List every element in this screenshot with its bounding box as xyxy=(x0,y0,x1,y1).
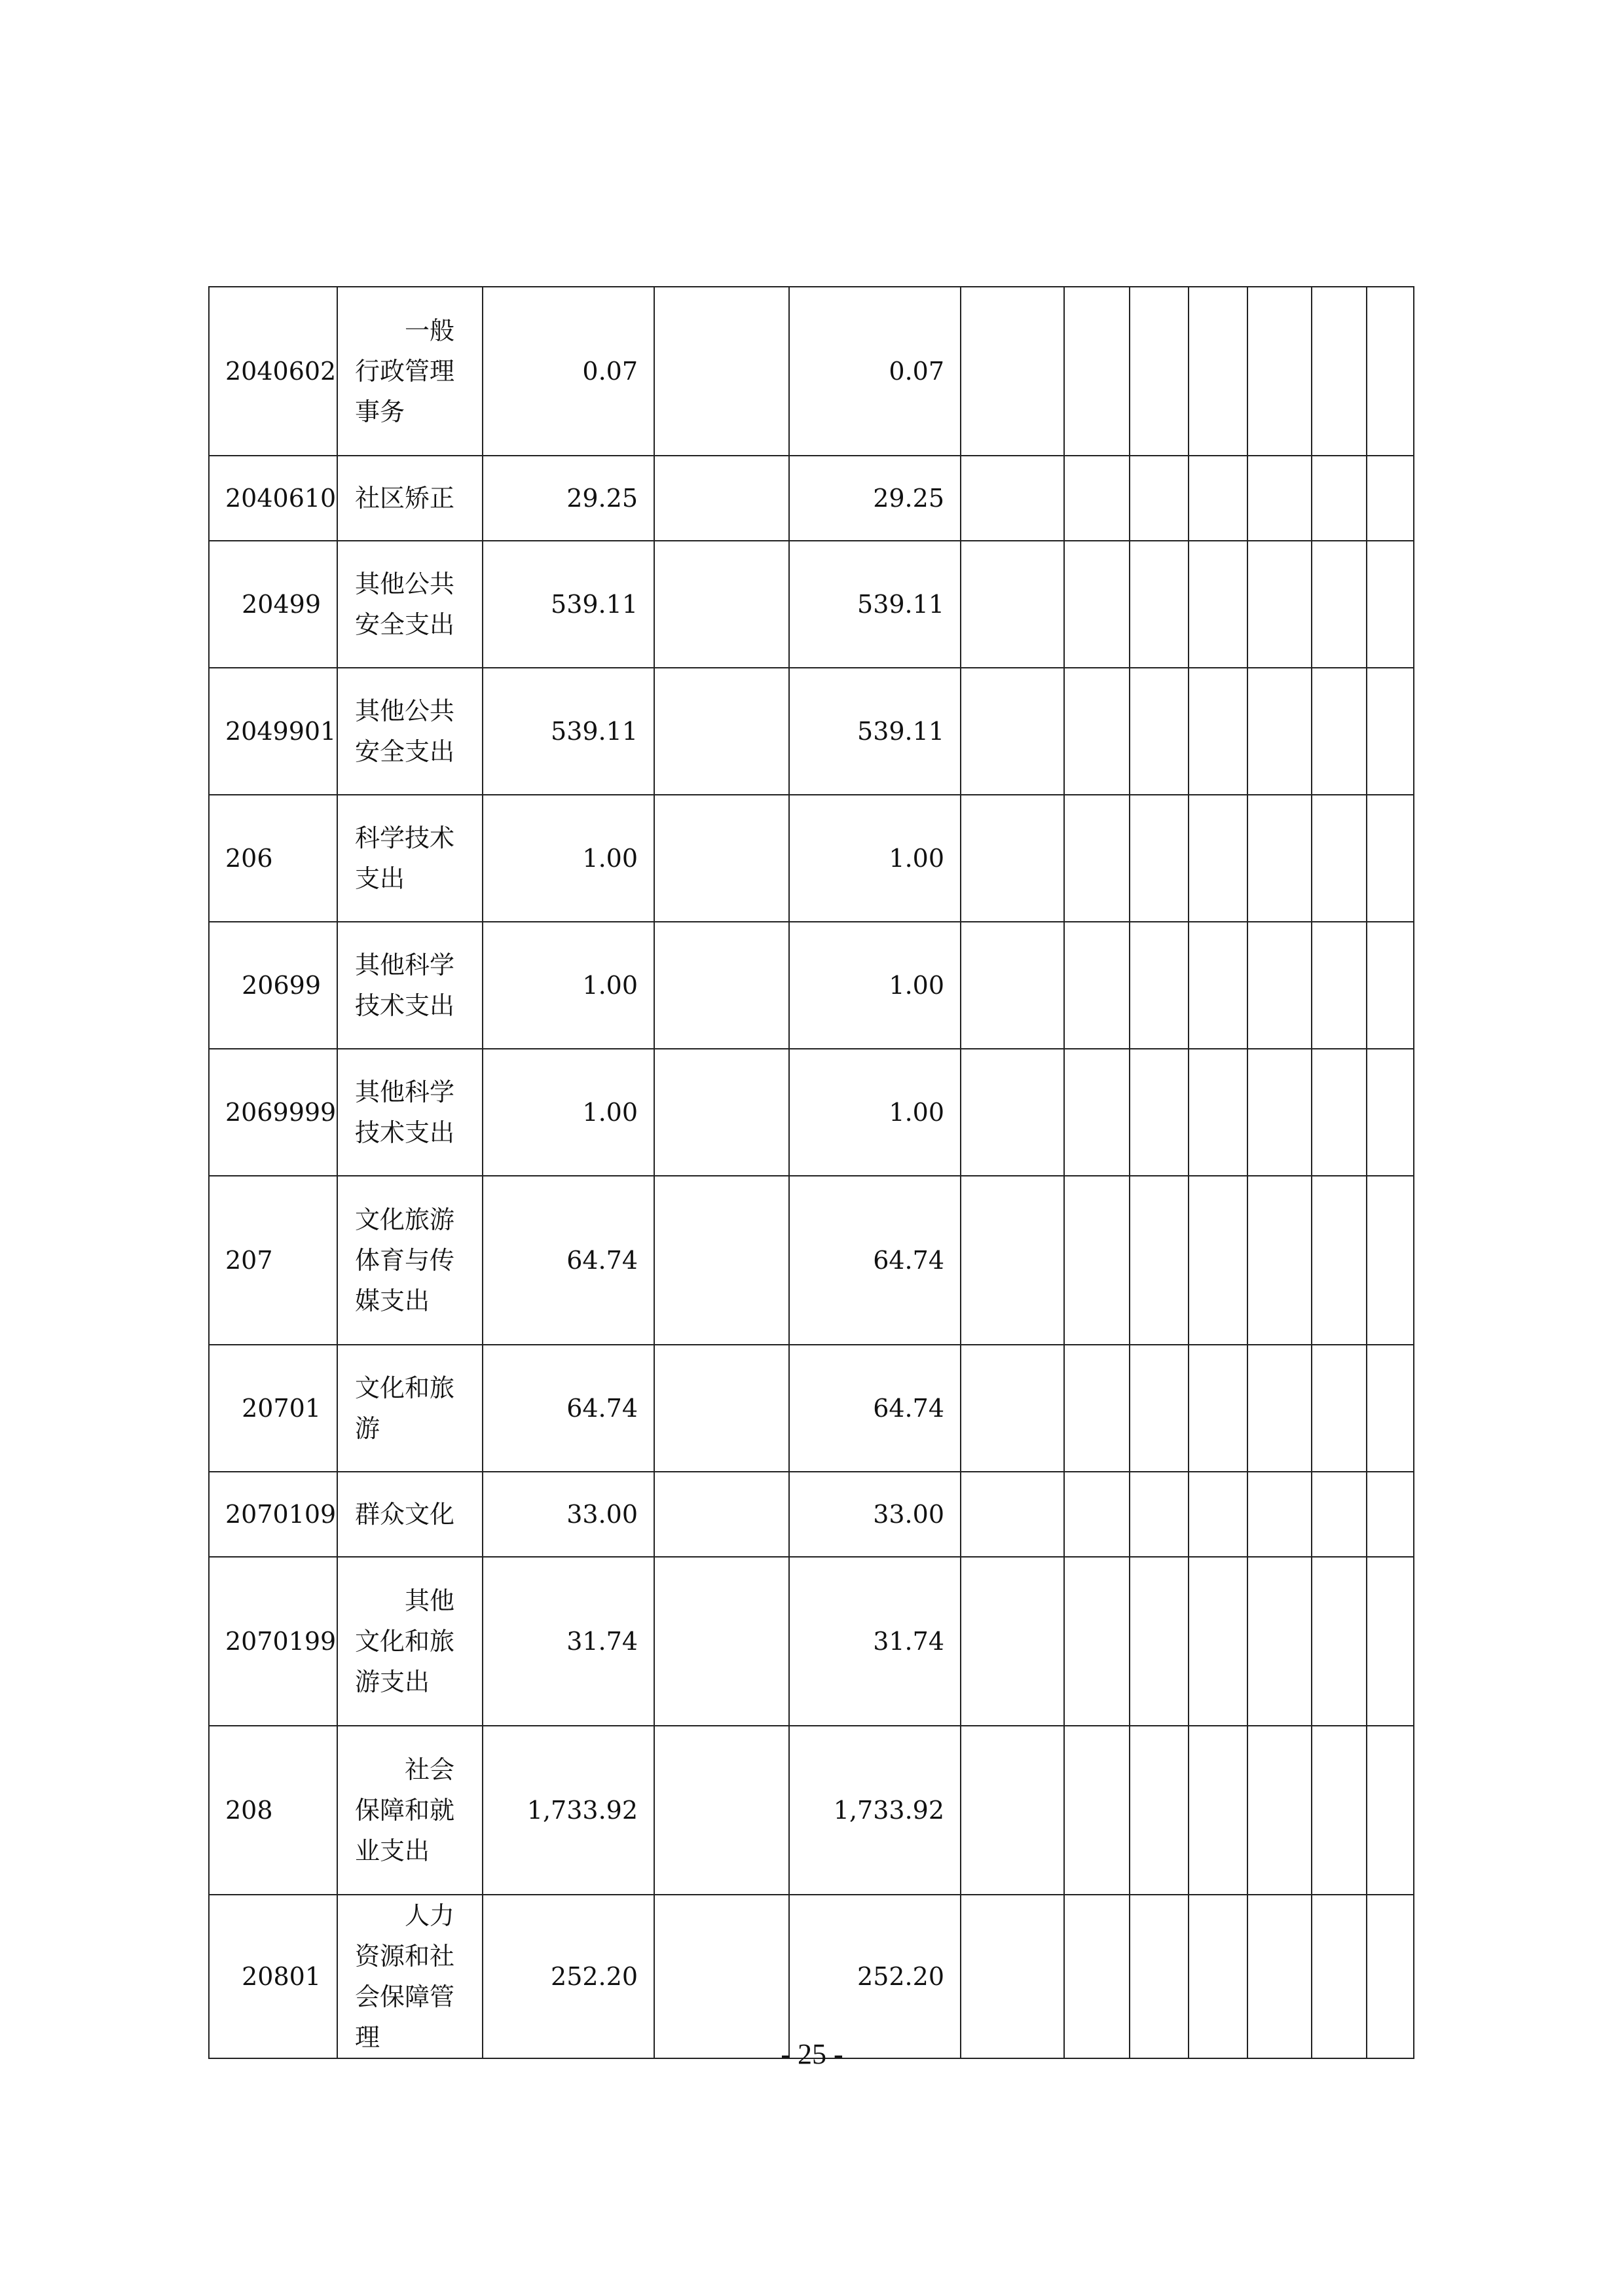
table-row xyxy=(209,668,1414,795)
empty-cell xyxy=(1130,1557,1189,1726)
row-name: 其他科学技术支出 xyxy=(337,922,483,1049)
row-code: 2070199 xyxy=(209,1557,337,1726)
row-name: 科学技术支出 xyxy=(337,795,483,922)
row-total: 33.00 xyxy=(483,1472,654,1557)
row-total: 1,733.92 xyxy=(483,1726,654,1895)
empty-cell xyxy=(1367,541,1414,668)
empty-cell xyxy=(961,287,1064,456)
row-col3: 1.00 xyxy=(789,1049,961,1176)
empty-cell xyxy=(1130,795,1189,922)
empty-cell xyxy=(1189,795,1247,922)
row-code: 2049901 xyxy=(209,668,337,795)
empty-cell xyxy=(961,456,1064,541)
empty-cell xyxy=(1367,456,1414,541)
empty-cell xyxy=(961,1472,1064,1557)
row-total: 64.74 xyxy=(483,1176,654,1345)
empty-cell xyxy=(1367,668,1414,795)
row-code: 207 xyxy=(209,1176,337,1345)
empty-cell xyxy=(1189,1895,1247,2058)
row-col3: 64.74 xyxy=(789,1345,961,1472)
empty-cell xyxy=(1189,922,1247,1049)
empty-cell xyxy=(1312,287,1367,456)
empty-cell xyxy=(1312,1726,1367,1895)
row-col2 xyxy=(654,1557,789,1726)
empty-cell xyxy=(1312,1049,1367,1176)
row-total: 252.20 xyxy=(483,1895,654,2058)
row-col2 xyxy=(654,541,789,668)
row-code: 20699 xyxy=(209,922,337,1049)
empty-cell xyxy=(1130,1726,1189,1895)
empty-cell xyxy=(1189,1345,1247,1472)
empty-cell xyxy=(1189,1176,1247,1345)
table-row xyxy=(209,922,1414,1049)
row-code: 2069999 xyxy=(209,1049,337,1176)
row-code: 208 xyxy=(209,1726,337,1895)
row-name: 群众文化 xyxy=(337,1472,483,1557)
empty-cell xyxy=(961,1176,1064,1345)
row-col3: 33.00 xyxy=(789,1472,961,1557)
empty-cell xyxy=(1247,1049,1312,1176)
empty-cell xyxy=(1312,1176,1367,1345)
empty-cell xyxy=(1247,287,1312,456)
empty-cell xyxy=(1367,1557,1414,1726)
empty-cell xyxy=(961,1049,1064,1176)
empty-cell xyxy=(961,1345,1064,1472)
empty-cell xyxy=(1367,795,1414,922)
row-col2 xyxy=(654,1176,789,1345)
row-name: 文化旅游体育与传媒支出 xyxy=(337,1176,483,1345)
row-col3: 252.20 xyxy=(789,1895,961,2058)
row-col2 xyxy=(654,668,789,795)
empty-cell xyxy=(1247,1345,1312,1472)
empty-cell xyxy=(1247,922,1312,1049)
empty-cell xyxy=(1312,1895,1367,2058)
row-col3: 1,733.92 xyxy=(789,1726,961,1895)
row-name: 其他科学技术支出 xyxy=(337,1049,483,1176)
empty-cell xyxy=(1064,922,1130,1049)
empty-cell xyxy=(1247,1176,1312,1345)
row-col3: 539.11 xyxy=(789,668,961,795)
empty-cell xyxy=(1367,1726,1414,1895)
empty-cell xyxy=(961,922,1064,1049)
empty-cell xyxy=(1130,1345,1189,1472)
empty-cell xyxy=(1312,456,1367,541)
row-code: 20701 xyxy=(209,1345,337,1472)
empty-cell xyxy=(961,541,1064,668)
empty-cell xyxy=(1130,1176,1189,1345)
row-name: 其他文化和旅游支出 xyxy=(337,1557,483,1726)
row-name: 其他公共安全支出 xyxy=(337,668,483,795)
empty-cell xyxy=(1064,1472,1130,1557)
empty-cell xyxy=(1367,287,1414,456)
row-col2 xyxy=(654,1345,789,1472)
empty-cell xyxy=(1064,541,1130,668)
table-row xyxy=(209,795,1414,922)
row-col2 xyxy=(654,456,789,541)
row-col2 xyxy=(654,1726,789,1895)
table-row xyxy=(209,1472,1414,1557)
row-code: 206 xyxy=(209,795,337,922)
row-total: 1.00 xyxy=(483,1049,654,1176)
empty-cell xyxy=(1367,922,1414,1049)
row-col3: 1.00 xyxy=(789,922,961,1049)
empty-cell xyxy=(961,1557,1064,1726)
row-col2 xyxy=(654,922,789,1049)
empty-cell xyxy=(1367,1895,1414,2058)
table-row xyxy=(209,1345,1414,1472)
empty-cell xyxy=(1189,1049,1247,1176)
row-col3: 539.11 xyxy=(789,541,961,668)
row-code: 20801 xyxy=(209,1895,337,2058)
row-code: 2040602 xyxy=(209,287,337,456)
empty-cell xyxy=(1130,1895,1189,2058)
empty-cell xyxy=(1312,1345,1367,1472)
row-col3: 64.74 xyxy=(789,1176,961,1345)
row-total: 64.74 xyxy=(483,1345,654,1472)
empty-cell xyxy=(1247,668,1312,795)
row-col3: 31.74 xyxy=(789,1557,961,1726)
row-col2 xyxy=(654,795,789,922)
empty-cell xyxy=(1064,456,1130,541)
table-row xyxy=(209,287,1414,456)
row-total: 1.00 xyxy=(483,922,654,1049)
row-code: 2070109 xyxy=(209,1472,337,1557)
row-col3: 29.25 xyxy=(789,456,961,541)
row-col3: 0.07 xyxy=(789,287,961,456)
row-total: 0.07 xyxy=(483,287,654,456)
empty-cell xyxy=(1130,541,1189,668)
empty-cell xyxy=(1130,1472,1189,1557)
row-total: 31.74 xyxy=(483,1557,654,1726)
row-total: 539.11 xyxy=(483,541,654,668)
empty-cell xyxy=(961,1726,1064,1895)
row-col2 xyxy=(654,1049,789,1176)
empty-cell xyxy=(1189,287,1247,456)
row-col3: 1.00 xyxy=(789,795,961,922)
row-code: 2040610 xyxy=(209,456,337,541)
empty-cell xyxy=(1064,1049,1130,1176)
empty-cell xyxy=(1367,1049,1414,1176)
empty-cell xyxy=(1064,668,1130,795)
empty-cell xyxy=(1189,1726,1247,1895)
row-total: 1.00 xyxy=(483,795,654,922)
table-row xyxy=(209,1895,1414,2058)
table-row xyxy=(209,1049,1414,1176)
empty-cell xyxy=(1312,795,1367,922)
empty-cell xyxy=(1367,1176,1414,1345)
row-col2 xyxy=(654,1472,789,1557)
empty-cell xyxy=(1312,541,1367,668)
empty-cell xyxy=(1367,1345,1414,1472)
empty-cell xyxy=(1247,1895,1312,2058)
budget-table xyxy=(208,286,1414,2059)
table-row xyxy=(209,1176,1414,1345)
row-total: 29.25 xyxy=(483,456,654,541)
row-code: 20499 xyxy=(209,541,337,668)
empty-cell xyxy=(1130,287,1189,456)
empty-cell xyxy=(1189,1557,1247,1726)
table-row xyxy=(209,541,1414,668)
empty-cell xyxy=(1367,1472,1414,1557)
page-number: - 25 - xyxy=(781,2038,843,2070)
row-col2 xyxy=(654,1895,789,2058)
row-col2 xyxy=(654,287,789,456)
row-name: 其他公共安全支出 xyxy=(337,541,483,668)
table-row xyxy=(209,1557,1414,1726)
empty-cell xyxy=(1247,795,1312,922)
row-name: 社区矫正 xyxy=(337,456,483,541)
empty-cell xyxy=(1312,922,1367,1049)
table-row xyxy=(209,456,1414,541)
empty-cell xyxy=(1130,1049,1189,1176)
empty-cell xyxy=(1064,795,1130,922)
empty-cell xyxy=(1189,541,1247,668)
row-name: 一般行政管理事务 xyxy=(337,287,483,456)
row-name: 文化和旅游 xyxy=(337,1345,483,1472)
empty-cell xyxy=(1064,1895,1130,2058)
empty-cell xyxy=(1189,1472,1247,1557)
row-name: 社会保障和就业支出 xyxy=(337,1726,483,1895)
empty-cell xyxy=(1064,287,1130,456)
empty-cell xyxy=(1130,456,1189,541)
empty-cell xyxy=(1064,1176,1130,1345)
table-row xyxy=(209,1726,1414,1895)
empty-cell xyxy=(1312,1472,1367,1557)
empty-cell xyxy=(1247,1472,1312,1557)
empty-cell xyxy=(961,1895,1064,2058)
empty-cell xyxy=(1247,541,1312,668)
empty-cell xyxy=(1064,1345,1130,1472)
row-total: 539.11 xyxy=(483,668,654,795)
row-name: 人力资源和社会保障管理 xyxy=(337,1895,483,2058)
empty-cell xyxy=(1130,668,1189,795)
empty-cell xyxy=(1189,668,1247,795)
empty-cell xyxy=(1312,1557,1367,1726)
empty-cell xyxy=(1064,1557,1130,1726)
empty-cell xyxy=(1312,668,1367,795)
empty-cell xyxy=(961,795,1064,922)
empty-cell xyxy=(1247,1557,1312,1726)
empty-cell xyxy=(1247,456,1312,541)
empty-cell xyxy=(1189,456,1247,541)
empty-cell xyxy=(1130,922,1189,1049)
empty-cell xyxy=(1064,1726,1130,1895)
empty-cell xyxy=(1247,1726,1312,1895)
empty-cell xyxy=(961,668,1064,795)
